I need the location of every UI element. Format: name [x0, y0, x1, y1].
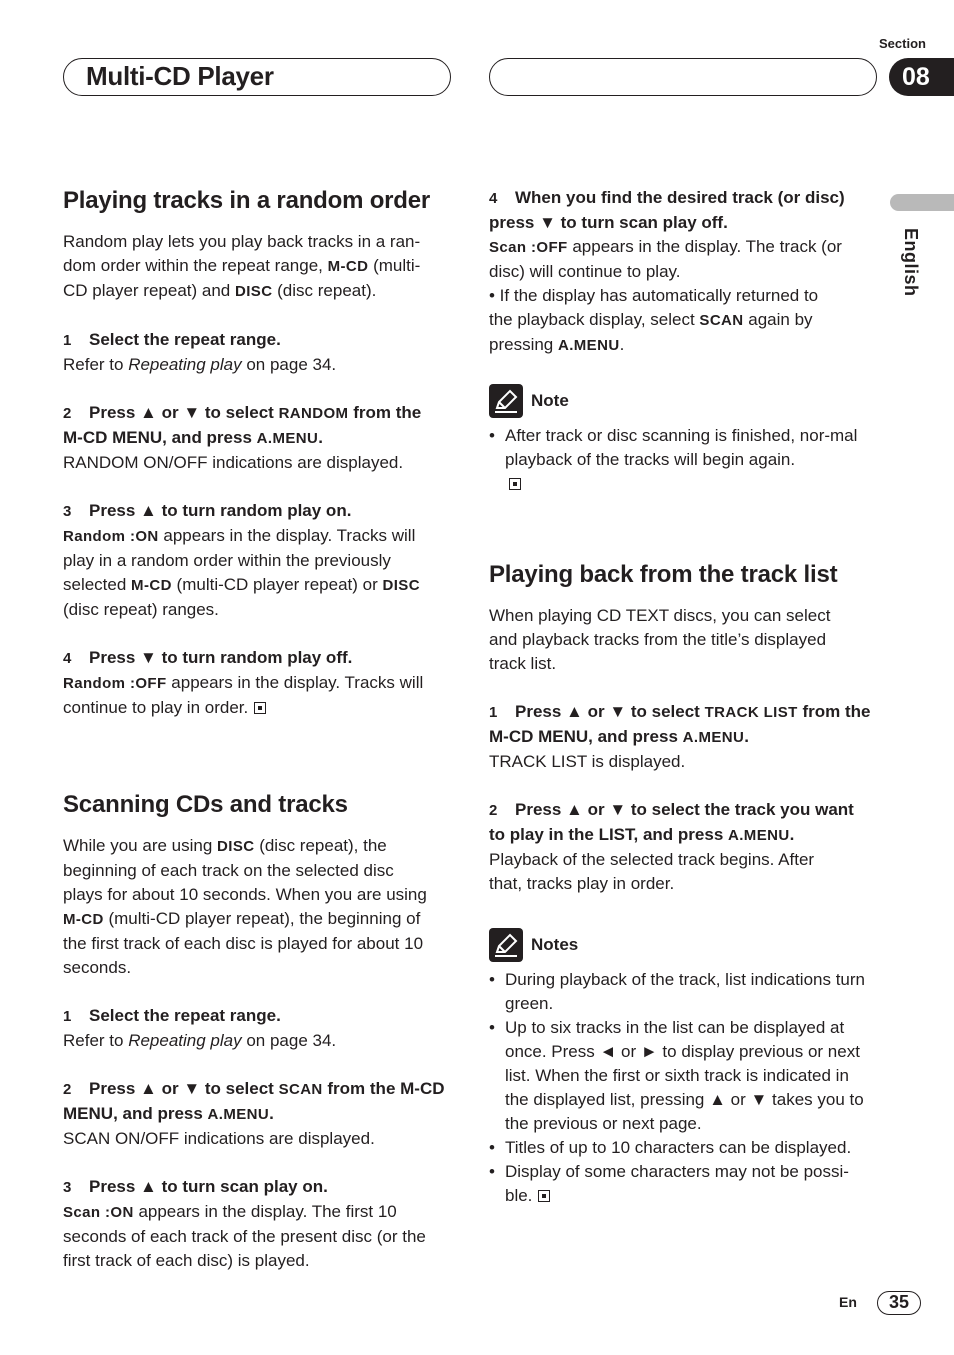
random-step-1: 1 Select the repeat range.	[63, 330, 281, 349]
random-heading: Playing tracks in a random order	[63, 187, 431, 214]
random-step-2: 2 Press ▲ or ▼ to select RANDOM from the M-CD MENU, and press A.MENU.	[63, 403, 422, 447]
page-number: 35	[877, 1291, 921, 1315]
random-step-4-body: Random :OFF appears in the display. Tracks will continue to play in order.	[63, 673, 424, 717]
scan-step-1: 1 Select the repeat range.	[63, 1006, 281, 1025]
scan-step-3-body: Scan :ON appears in the display. The first 10 seconds of each track of the present disc (or the first track of each disc) is played.	[63, 1202, 426, 1270]
random-intro: Random play lets you play back tracks in a ran- dom order within the repeat range, M-CD (multi- CD player repeat) and DISC (disc repeat).	[63, 232, 421, 300]
end-mark-icon	[509, 478, 521, 490]
note-header	[489, 384, 881, 418]
tracklist-step-1: 1 Press ▲ or ▼ to select TRACK LIST from the M-CD MENU, and press A.MENU.	[489, 702, 871, 746]
list-item: • Display of some characters may not be possi-ble.	[489, 1160, 874, 1208]
scan-step-3: 3 Press ▲ to turn scan play on.	[63, 1177, 328, 1196]
end-mark-icon	[254, 702, 266, 714]
pencil-note-icon	[489, 384, 523, 418]
notes-label: Notes	[531, 935, 579, 954]
random-step-3: 3 Press ▲ to turn random play on.	[63, 501, 352, 520]
tracklist-step-1-body: TRACK LIST is displayed.	[489, 752, 686, 771]
list-item: • Titles of up to 10 characters can be displayed.	[489, 1136, 874, 1160]
right-column	[489, 186, 881, 1208]
tracklist-heading: Playing back from the track list	[489, 561, 838, 588]
scan-step-2-body: SCAN ON/OFF indications are displayed.	[63, 1129, 375, 1148]
scan-heading: Scanning CDs and tracks	[63, 791, 348, 818]
pencil-note-icon	[489, 928, 523, 962]
left-column	[63, 186, 455, 1273]
notes-list	[489, 968, 874, 1208]
random-step-2-body: RANDOM ON/OFF indications are displayed.	[63, 453, 404, 472]
header-blank-box	[489, 58, 877, 96]
notes-header	[489, 928, 881, 962]
random-step-4: 4 Press ▼ to turn random play off.	[63, 648, 353, 667]
language-label: English	[901, 228, 921, 297]
footer-language: En	[839, 1294, 857, 1310]
tracklist-intro: When playing CD TEXT discs, you can select and playback tracks from the title’s displayed track list.	[489, 606, 831, 673]
scan-step-2: 2 Press ▲ or ▼ to select SCAN from the M-CD MENU, and press A.MENU.	[63, 1079, 445, 1123]
end-mark-icon	[538, 1190, 550, 1202]
page-title: Multi-CD Player	[86, 61, 274, 91]
tracklist-step-2: 2 Press ▲ or ▼ to select the track you want to play in the LIST, and press A.MENU.	[489, 800, 854, 844]
list-item: • Up to six tracks in the list can be displayed at once. Press ◄ or ► to display previous or next list. When the first or sixth track is indicated in the displayed list, pressing ▲ or ▼ takes you to the previous or next page.	[489, 1016, 874, 1136]
scan-step-4-body: Scan :OFF appears in the display. The track (or disc) will continue to play. • If the display has automatically returned to the playback display, select SCAN again by pressing A.MENU.	[489, 237, 842, 354]
random-step-1-body: Refer to Repeating play on page 34.	[63, 355, 337, 374]
title-box	[63, 58, 451, 96]
section-label: Section	[879, 36, 926, 51]
scan-step-1-body: Refer to Repeating play on page 34.	[63, 1031, 337, 1050]
scan-intro: While you are using DISC (disc repeat), the beginning of each track on the selected disc plays for about 10 seconds. When you are using M-CD (multi-CD player repeat), the beginning of the first track of each disc is played for about 10 seconds.	[63, 836, 427, 977]
language-tab-marker	[890, 194, 954, 211]
random-step-3-body: Random :ON appears in the display. Tracks will play in a random order within the previously selected M-CD (multi-CD player repeat) or DISC (disc repeat) ranges.	[63, 526, 420, 619]
list-item: • During playback of the track, list indications turn green.	[489, 968, 874, 1016]
note-list	[489, 424, 881, 496]
note-label: Note	[531, 391, 569, 410]
scan-step-4: 4 When you find the desired track (or disc) press ▼ to turn scan play off.	[489, 188, 845, 232]
tracklist-step-2-body: Playback of the selected track begins. After that, tracks play in order.	[489, 850, 815, 893]
list-item: • After track or disc scanning is finished, nor-mal playback of the tracks will begin again.	[489, 424, 881, 496]
section-number-tab: 08	[889, 58, 954, 96]
